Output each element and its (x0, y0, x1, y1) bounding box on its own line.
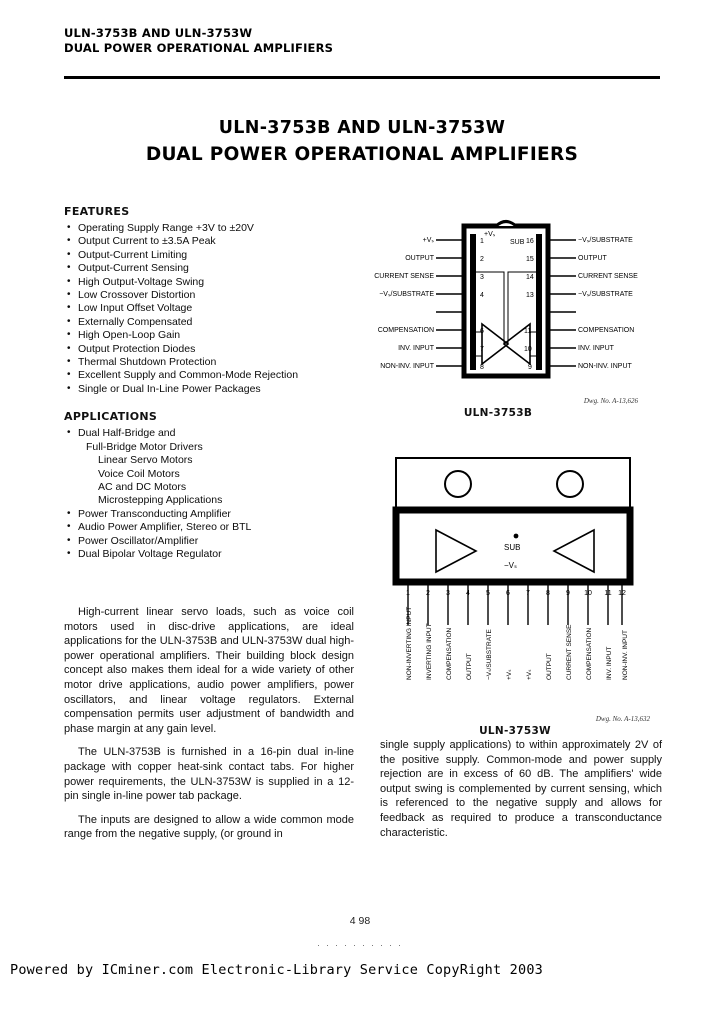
svg-text:NON-INVERTING INPUT: NON-INVERTING INPUT (406, 606, 413, 680)
page-title (64, 118, 660, 165)
list-item: Full-Bridge Motor Drivers (86, 440, 203, 453)
svg-text:4: 4 (466, 590, 470, 597)
inner-label-negvs-w: −Vₛ (504, 561, 517, 570)
uln3753w-diagram (380, 450, 660, 715)
list-item: • Output Protection Diodes (64, 343, 354, 356)
svg-text:CURRENT SENSE: CURRENT SENSE (578, 273, 638, 280)
svg-text:−Vₛ/SUBSTRATE: −Vₛ/SUBSTRATE (578, 237, 633, 244)
features-list (64, 222, 354, 396)
svg-text:8: 8 (480, 364, 484, 371)
svg-text:3: 3 (446, 590, 450, 597)
svg-text:10: 10 (584, 590, 592, 597)
figure-caption-b: ULN-3753B (463, 407, 533, 419)
svg-text:INV. INPUT: INV. INPUT (578, 345, 614, 352)
figure-uln3753w (380, 450, 670, 737)
list-item: • Thermal Shutdown Protection (64, 356, 354, 369)
svg-text:OUTPUT: OUTPUT (546, 653, 553, 680)
svg-text:CURRENT SENSE: CURRENT SENSE (566, 624, 573, 680)
list-item: Linear Servo Motors (98, 454, 193, 467)
svg-text:5: 5 (486, 590, 490, 597)
list-item: • Excellent Supply and Common-Mode Rejection (64, 369, 354, 382)
paragraph-4: single supply applications) to within approximately 2V of the positive supply. Common-mode and power supply rejection are in excess of 60 dB. The amplifiers' wide output swing is complemented by current sensing, which is referenced to the negative supply and allows for feedback as required to produce a transconductance characteristic. (380, 739, 662, 839)
svg-text:11: 11 (604, 590, 612, 597)
list-item: • Power Transconducting Amplifier (64, 508, 354, 521)
list-item: • High Open-Loop Gain (64, 329, 354, 342)
svg-text:+Vₛ: +Vₛ (526, 669, 533, 680)
inner-label-sub-w: SUB (504, 543, 521, 552)
header-line-2: DUAL POWER OPERATIONAL AMPLIFIERS (64, 41, 334, 55)
svg-text:8: 8 (546, 590, 550, 597)
running-header (64, 26, 664, 56)
svg-text:COMPENSATION: COMPENSATION (446, 627, 453, 680)
title-line-1: ULN-3753B AND ULN-3753W (218, 118, 506, 138)
svg-text:13: 13 (526, 292, 534, 299)
header-rule (64, 76, 660, 79)
svg-text:−Vₛ/SUBSTRATE: −Vₛ/SUBSTRATE (486, 629, 493, 680)
svg-text:12: 12 (618, 590, 626, 597)
powered-by-notice: Powered by ICminer.com Electronic-Library Service CopyRight 2003 (10, 962, 543, 978)
svg-text:7: 7 (480, 346, 484, 353)
figure-uln3753b (358, 212, 658, 419)
svg-text:15: 15 (526, 256, 534, 263)
list-item: Voice Coil Motors (98, 467, 180, 480)
features-heading: FEATURES (64, 205, 130, 218)
svg-text:4: 4 (480, 292, 484, 299)
applications-section (64, 410, 354, 561)
paragraph-2: The ULN-3753B is furnished in a 16-pin dual in-line package with copper heat-sink contact tabs. For higher power requirements, the ULN-3753W is supplied in a 12-pin single in-line power tab package. (64, 746, 354, 803)
list-item: Microstepping Applications (98, 494, 223, 507)
svg-text:INV. INPUT: INV. INPUT (606, 646, 613, 680)
list-item: • Output-Current Limiting (64, 249, 354, 262)
left-body-text (64, 605, 354, 851)
list-item: • Dual Half-Bridge and (64, 427, 354, 440)
svg-text:INV. INPUT: INV. INPUT (398, 345, 434, 352)
list-item: • Output Current to ±3.5A Peak (64, 235, 354, 248)
list-item: • Low Input Offset Voltage (64, 302, 354, 315)
inner-label-vs: +Vₛ (484, 231, 496, 238)
list-item: • Output-Current Sensing (64, 262, 354, 275)
paragraph-intro: High-current linear servo loads, such as voice coil motors used in disc-drive applications, are ideal applications for the ULN-3753B and ULN-3753W dual high-power operational amplifiers. Their building block design concept also makes them ideal for a wide variety of other motor drive applications, audio power amplifiers, power oscillators, and linear voltage regulators. External compensation permits user adjustment of bandwidth and phase margin at any gain level. (64, 606, 354, 735)
svg-text:6: 6 (506, 590, 510, 597)
list-item: • Operating Supply Range +3V to ±20V (64, 222, 354, 235)
svg-text:NON-INV. INPUT: NON-INV. INPUT (380, 363, 434, 370)
svg-text:2: 2 (480, 256, 484, 263)
svg-text:INVERTING INPUT: INVERTING INPUT (426, 623, 433, 680)
svg-text:14: 14 (526, 274, 534, 281)
list-item: • High Output-Voltage Swing (64, 276, 354, 289)
svg-text:1: 1 (406, 590, 410, 597)
page-number: 4 98 (349, 915, 371, 927)
inner-label-sub: SUB (510, 239, 525, 246)
svg-text:NON-INV. INPUT: NON-INV. INPUT (578, 363, 632, 370)
svg-text:CURRENT SENSE: CURRENT SENSE (374, 273, 434, 280)
paragraph-3: The inputs are designed to allow a wide common mode range from the negative supply, (or ground in (64, 813, 354, 841)
svg-text:OUTPUT: OUTPUT (466, 653, 473, 680)
svg-text:+Vₛ: +Vₛ (422, 237, 434, 244)
svg-text:6: 6 (480, 328, 484, 335)
list-item: • Single or Dual In-Line Power Packages (64, 383, 354, 396)
list-item: • Dual Bipolar Voltage Regulator (64, 548, 354, 561)
list-item: • Externally Compensated (64, 316, 354, 329)
list-item: AC and DC Motors (98, 480, 187, 493)
svg-text:9: 9 (566, 590, 570, 597)
footer-dots: . . . . . . . . . . (317, 938, 403, 948)
svg-text:+Vₛ: +Vₛ (506, 669, 513, 680)
svg-text:COMPENSATION: COMPENSATION (586, 627, 593, 680)
applications-heading: APPLICATIONS (64, 410, 158, 424)
figure-caption-w: ULN-3753W (479, 725, 551, 737)
left-column (64, 205, 354, 561)
svg-text:3: 3 (480, 274, 484, 281)
drawing-number-w: Dwg. No. A-13,632 (595, 715, 650, 723)
right-body-text (380, 738, 662, 849)
applications-list (64, 427, 354, 561)
svg-text:COMPENSATION: COMPENSATION (578, 327, 635, 334)
svg-text:9: 9 (528, 364, 532, 371)
list-item: • Low Crossover Distortion (64, 289, 354, 302)
uln3753b-diagram (358, 212, 658, 397)
svg-text:10: 10 (524, 346, 532, 353)
svg-text:−Vₛ/SUBSTRATE: −Vₛ/SUBSTRATE (578, 291, 633, 298)
drawing-number-b: Dwg. No. A-13,626 (583, 397, 638, 405)
svg-text:11: 11 (524, 328, 532, 335)
svg-text:OUTPUT: OUTPUT (578, 255, 607, 262)
svg-text:7: 7 (526, 590, 530, 597)
svg-text:OUTPUT: OUTPUT (405, 255, 434, 262)
svg-text:2: 2 (426, 590, 430, 597)
svg-text:NON-INV. INPUT: NON-INV. INPUT (622, 630, 629, 680)
header-line-1: ULN-3753B AND ULN-3753W (64, 26, 253, 40)
svg-text:16: 16 (526, 238, 534, 245)
list-item: • Power Oscillator/Amplifier (64, 535, 354, 548)
svg-text:−Vₛ/SUBSTRATE: −Vₛ/SUBSTRATE (379, 291, 434, 298)
svg-text:COMPENSATION: COMPENSATION (377, 327, 434, 334)
svg-text:1: 1 (480, 238, 484, 245)
list-item: • Audio Power Amplifier, Stereo or BTL (64, 521, 354, 534)
title-line-2: DUAL POWER OPERATIONAL AMPLIFIERS (145, 144, 579, 165)
